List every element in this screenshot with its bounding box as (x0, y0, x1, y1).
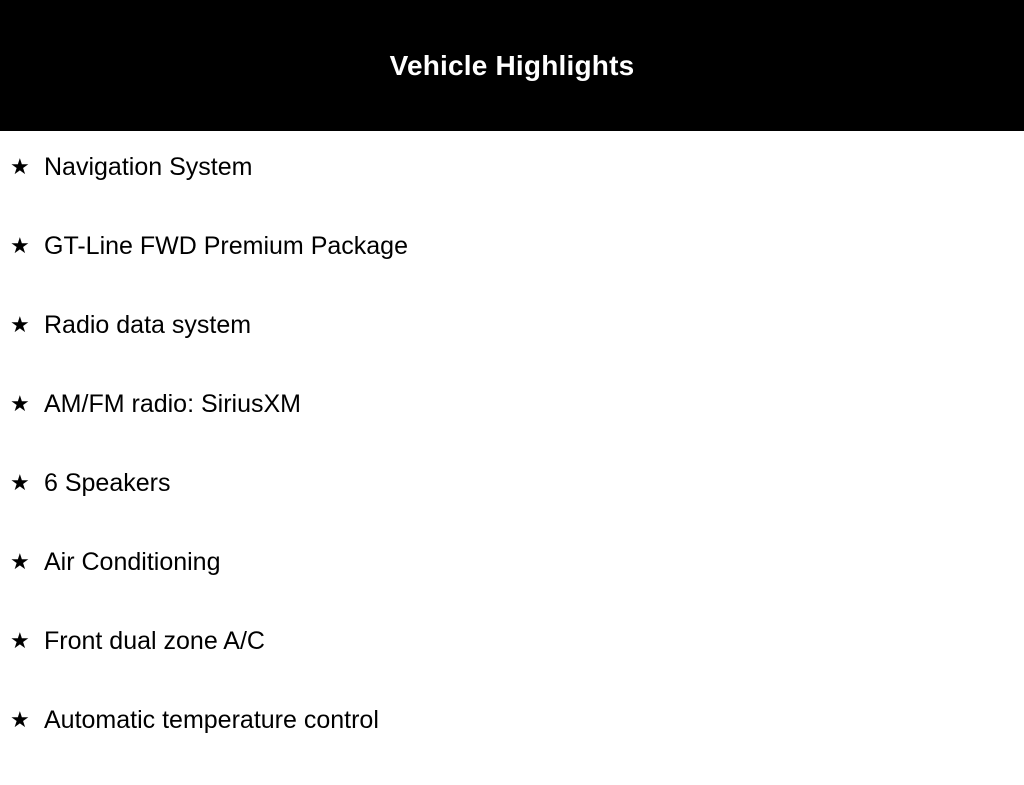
vehicle-highlights-list (0, 131, 1024, 785)
list-item (0, 153, 1024, 232)
list-item (0, 232, 1024, 311)
list-item (0, 390, 1024, 469)
list-item-label: Automatic temperature control (44, 706, 379, 734)
star-icon: ★ (10, 470, 30, 495)
list-item-label: Navigation System (44, 153, 253, 181)
list-item-label: AM/FM radio: SiriusXM (44, 390, 301, 418)
page-title: Vehicle Highlights (389, 49, 635, 81)
star-icon: ★ (10, 391, 30, 416)
list-item (0, 706, 1024, 785)
star-icon: ★ (10, 312, 30, 337)
star-icon: ★ (10, 233, 30, 258)
list-item (0, 627, 1024, 706)
list-item-label: GT-Line FWD Premium Package (44, 232, 408, 260)
list-item-label: Front dual zone A/C (44, 627, 265, 655)
list-item-label: Air Conditioning (44, 548, 221, 576)
header-bar (0, 0, 1024, 131)
star-icon: ★ (10, 707, 30, 732)
list-item (0, 311, 1024, 390)
star-icon: ★ (10, 628, 30, 653)
star-icon: ★ (10, 549, 30, 574)
list-item (0, 548, 1024, 627)
list-item (0, 469, 1024, 548)
star-icon: ★ (10, 154, 30, 179)
list-item-label: 6 Speakers (44, 469, 171, 497)
list-item-label: Radio data system (44, 311, 252, 339)
